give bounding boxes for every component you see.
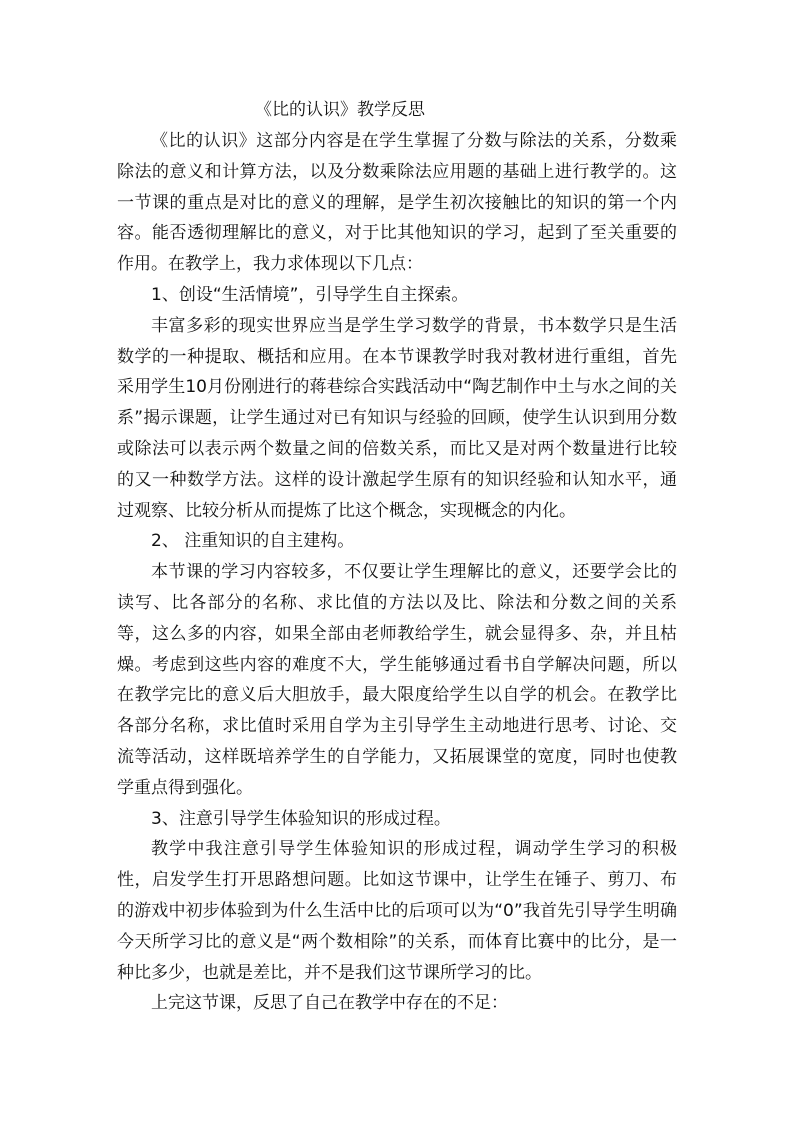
section-2-heading: 2、 注重知识的自主建构。 <box>151 531 355 552</box>
section-3-body: 教学中我注意引导学生体验知识的形成过程，调动学生学习的积极性，启发学生打开思路想问题。比如这节课中，让学生在锤子、剪刀、布的游戏中初步体验到为什么生活中比的后项可以为“0”我首先引导学生明确今天所学习比的意义是“两个数相除”的关系，而体育比赛中的比分，是一种比多少，也就是差比，并不是我们这节课所学习的比。 <box>117 839 677 983</box>
section-1-body: 丰富多彩的现实世界应当是学生学习数学的背景，书本数学只是生活数学的一种提取、概括和应用。在本节课教学时我对教材进行重组，首先采用学生10月份刚进行的蒋巷综合实践活动中“陶艺制作中土与水之间的关系”揭示课题，让学生通过对已有知识与经验的回顾，使学生认识到用分数或除法可以表示两个数量之间的倍数关系，而比又是对两个数量进行比较的又一种数学方法。这样的设计激起学生原有的知识经验和认知水平，通过观察、比较分析从而提炼了比这个概念，实现概念的内化。 <box>117 315 677 521</box>
document-title: 《比的认识》教学反思 <box>255 100 425 120</box>
section-2-body: 本节课的学习内容较多，不仅要让学生理解比的意义，还要学会比的读写、比各部分的名称、求比值的方法以及比、除法和分数之间的关系等，这么多的内容，如果全部由老师教给学生，就会显得多、杂，并且枯燥。考虑到这些内容的难度不大，学生能够通过看书自学解决问题，所以在教学完比的意义后大胆放手，最大限度给学生以自学的机会。在教学比各部分名称，求比值时采用自学为主引导学生主动地进行思考、讨论、交流等活动，这样既培养学生的自学能力，又拓展课堂的宽度，同时也使教学重点得到强化。 <box>117 562 677 798</box>
closing-paragraph: 上完这节课，反思了自己在教学中存在的不足： <box>151 993 508 1014</box>
section-1-heading: 1、创设“生活情境”，引导学生自主探索。 <box>151 284 469 305</box>
section-3-heading: 3、注意引导学生体验知识的形成过程。 <box>151 808 451 829</box>
document-body <box>117 126 677 1019</box>
intro-paragraph: 《比的认识》这部分内容是在学生掌握了分数与除法的关系，分数乘除法的意义和计算方法，以及分数乘除法应用题的基础上进行教学的。这一节课的重点是对比的意义的理解，是学生初次接触比的知识的第一个内容。能否透彻理解比的意义，对于比其他知识的学习，起到了至关重要的作用。在教学上，我力求体现以下几点： <box>117 131 677 275</box>
